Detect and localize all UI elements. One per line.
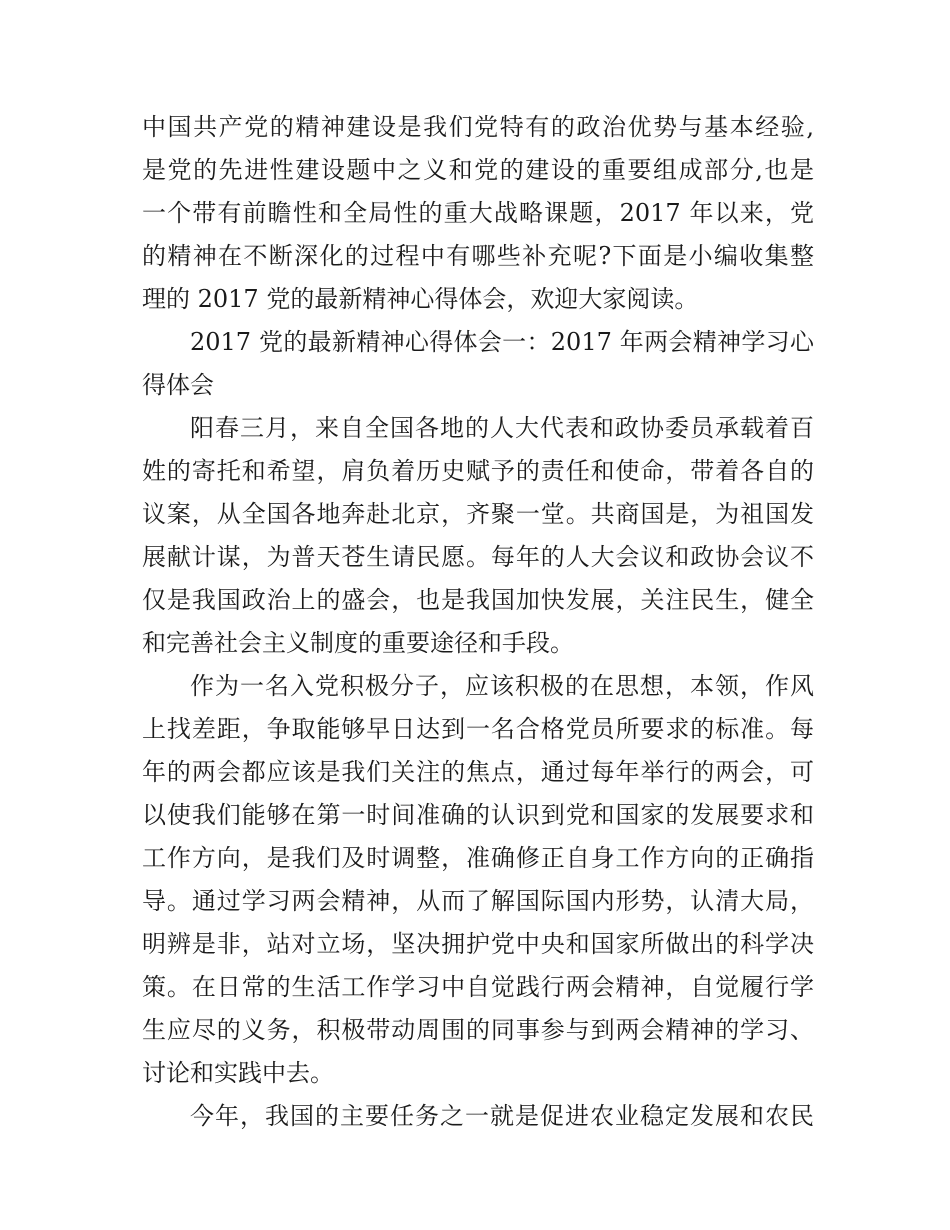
- text-line: 得体会: [142, 371, 214, 399]
- text-line: 2017 党的最新精神心得体会一：2017 年两会精神学习心: [190, 328, 814, 356]
- text-line: 今年，我国的主要任务之一就是促进农业稳定发展和农民: [190, 1102, 814, 1130]
- text-line: 作为一名入党积极分子，应该积极的在思想，本领，作风: [190, 672, 814, 700]
- paragraph: [142, 407, 814, 665]
- text-line: 工作方向，是我们及时调整，准确修正自身工作方向的正确指: [142, 844, 814, 872]
- text-line: 是党的先进性建设题中之义和党的建设的重要组成部分,也是: [142, 156, 814, 184]
- text-line: 导。通过学习两会精神，从而了解国际国内形势，认清大局，: [142, 887, 814, 915]
- section-heading: [142, 321, 814, 407]
- text-line: 策。在日常的生活工作学习中自觉践行两会精神，自觉履行学: [142, 973, 814, 1001]
- paragraph: [142, 106, 814, 321]
- text-line: 中国共产党的精神建设是我们党特有的政治优势与基本经验,: [142, 113, 814, 141]
- paragraph: [142, 1095, 814, 1138]
- text-line: 姓的寄托和希望，肩负着历史赋予的责任和使命，带着各自的: [142, 457, 814, 485]
- text-line: 明辨是非，站对立场，坚决拥护党中央和国家所做出的科学决: [142, 930, 814, 958]
- document-body: [142, 106, 814, 1138]
- text-line: 展献计谋，为普天苍生请民愿。每年的人大会议和政协会议不: [142, 543, 814, 571]
- text-line: 议案，从全国各地奔赴北京，齐聚一堂。共商国是，为祖国发: [142, 500, 814, 528]
- text-line: 和完善社会主义制度的重要途径和手段。: [142, 629, 574, 657]
- text-line: 上找差距，争取能够早日达到一名合格党员所要求的标准。每: [142, 715, 814, 743]
- text-line: 生应尽的义务，积极带动周围的同事参与到两会精神的学习、: [142, 1016, 814, 1044]
- text-line: 仅是我国政治上的盛会，也是我国加快发展，关注民生，健全: [142, 586, 814, 614]
- text-line: 年的两会都应该是我们关注的焦点，通过每年举行的两会，可: [142, 758, 814, 786]
- text-line: 以使我们能够在第一时间准确的认识到党和国家的发展要求和: [142, 801, 814, 829]
- text-line: 理的 2017 党的最新精神心得体会，欢迎大家阅读。: [142, 285, 699, 313]
- text-line: 阳春三月，来自全国各地的人大代表和政协委员承载着百: [190, 414, 814, 442]
- text-line: 讨论和实践中去。: [142, 1059, 334, 1087]
- paragraph: [142, 665, 814, 1095]
- text-line: 一个带有前瞻性和全局性的重大战略课题，2017 年以来，党: [142, 199, 814, 227]
- text-line: 的精神在不断深化的过程中有哪些补充呢?下面是小编收集整: [142, 242, 814, 270]
